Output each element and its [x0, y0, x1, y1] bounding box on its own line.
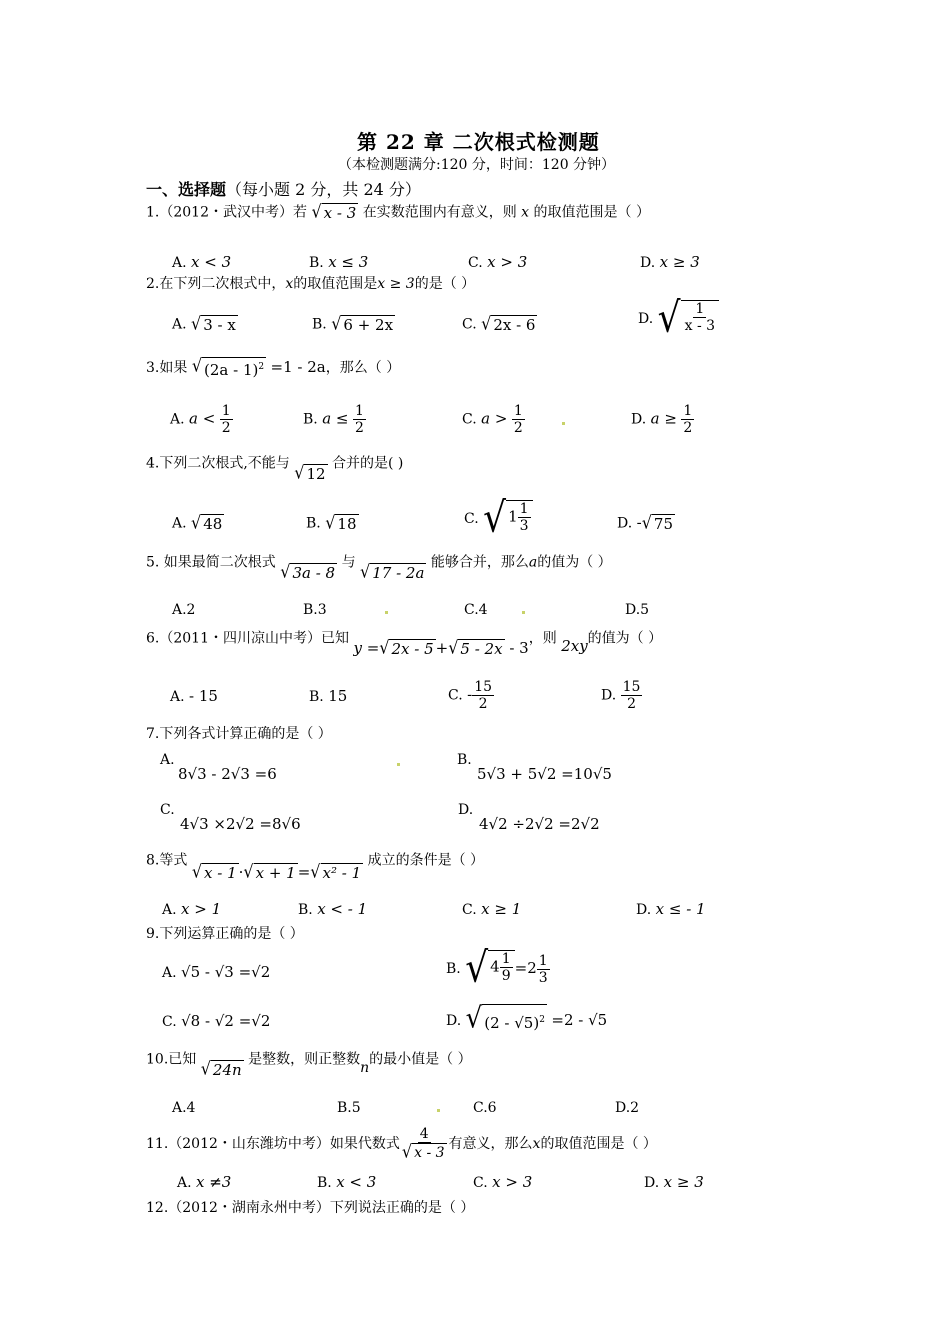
q3-d-value: a ≥ [650, 409, 677, 428]
q4-text-post: 合并的是( ) [332, 455, 404, 472]
q11-var: x [532, 1136, 541, 1152]
q5-text-post: 的值为（ ） [537, 554, 612, 571]
q9-b-den: 9 [501, 968, 511, 984]
q1-radical: √ x - 3 [311, 200, 357, 222]
q2-b-value: 6 + 2x [343, 316, 394, 334]
section-heading [146, 177, 421, 200]
q1-b-value: x ≤ 3 [328, 253, 369, 271]
q9-b-den-2: 3 [538, 969, 548, 986]
q10-text-post: 的最小值是（ ） [369, 1051, 472, 1068]
q8-a-value: x > 1 [181, 900, 222, 918]
q5-var: a [528, 554, 538, 571]
q1-d-value: x ≥ 3 [659, 253, 700, 271]
q6-text-pre: 6.（2011・四川凉山中考）已知 [146, 630, 349, 647]
q9-c-label: C. [162, 1014, 177, 1030]
q11-a-label: A. [177, 1175, 192, 1191]
q3-option-d [631, 403, 694, 436]
q3-d-label: D. [631, 411, 647, 428]
q9-b-num: 1 [501, 951, 511, 967]
q8-equals: = [297, 862, 311, 881]
q6-option-b [309, 688, 347, 705]
q4-d-value: 75 [653, 515, 674, 533]
q3-exponent: 2 [258, 362, 265, 372]
q4-c-den: 3 [519, 518, 529, 534]
page-subtitle: （本检测题满分:120 分，时间：120 分钟） [338, 157, 616, 173]
q11-b-value: x < 3 [336, 1173, 377, 1191]
q11-option-a [177, 1174, 231, 1191]
question-6: 6.（2011・四川凉山中考）已知 y = √ 2x - 5 + √ 5 - 2x - 3，则 2xy的值为（ ） [146, 630, 663, 658]
q8-radicand-2: x + 1 [255, 864, 296, 882]
q3-a-num: 1 [221, 403, 231, 419]
question-8: 8.等式 √ x - 1 · √ x + 1 = √ x² - 1 成立的条件是（ ） [146, 852, 485, 882]
q6-d-num: 15 [622, 679, 641, 695]
q3-a-label: A. [170, 411, 185, 428]
q9-d-radicand: (2 - √5) [484, 1014, 540, 1032]
q8-option-c [462, 901, 521, 918]
q2-a-value: 3 - x [203, 316, 236, 334]
q2-option-d: D. √ $\frac{1}{x - 3}$ [638, 300, 719, 338]
q1-radicand: x - 3 [323, 204, 357, 222]
q11-num: 4 [419, 1126, 429, 1142]
q6-radicand-2: 5 - 2x [460, 640, 503, 658]
q6-a-label: A. [170, 689, 185, 705]
q4-d-label: D. [617, 515, 633, 532]
q4-c-label: C. [464, 511, 479, 527]
q9-option-d: D. √ (2 - √5)$^2$ =2 - √5 [446, 1004, 607, 1038]
q2-a-label: A. [172, 316, 187, 333]
q11-option-d [644, 1174, 704, 1191]
q5-text-pre: 5. 如果最简二次根式 [146, 554, 276, 571]
q2-option-c: C. √ 2x - 6 [462, 312, 536, 334]
q10-option-c: C.6 [473, 1100, 497, 1116]
q1-option-b [309, 254, 368, 271]
q2-d-den: x - 3 [684, 318, 716, 334]
q3-b-label: B. [303, 411, 318, 428]
question-1 [146, 200, 650, 222]
question-7: 7.下列各式计算正确的是（ ） [146, 726, 332, 742]
q9-d-label: D. [446, 1013, 462, 1029]
q8-b-label: B. [298, 902, 313, 918]
q6-option-d [601, 679, 642, 712]
q2-var: x [285, 276, 294, 292]
q3-d-num: 1 [683, 403, 693, 419]
q9-a-value: √5 - √3 =√2 [181, 963, 271, 981]
q1-option-c [468, 254, 527, 271]
q8-b-value: x < - 1 [317, 900, 368, 918]
q10-radicand: 24n [212, 1061, 242, 1079]
q4-c-whole: 1 [508, 507, 518, 526]
q6-b-value: 15 [328, 687, 348, 705]
q6-c-num: 15 [474, 679, 493, 695]
q8-text-pre: 8.等式 [146, 852, 188, 869]
q5-radicand-1: 3a - 8 [292, 564, 336, 582]
question-3: 3.如果 √ (2a - 1)$^2$ =1 - 2a，那么（ ） [146, 354, 401, 379]
q9-a-label: A. [162, 965, 177, 981]
q4-d-minus: - [636, 513, 642, 532]
q6-d-label: D. [601, 687, 617, 704]
q3-a-den: 2 [221, 420, 231, 436]
q3-c-den: 2 [513, 420, 523, 436]
q3-c-label: C. [462, 411, 477, 428]
q9-option-a [162, 964, 270, 981]
q4-option-d: D. - √ 75 [617, 511, 674, 533]
q6-option-a [170, 688, 218, 705]
section-label: 一、选择题 [146, 180, 227, 199]
q4-option-a: A. √ 48 [172, 511, 223, 533]
q3-c-num: 1 [513, 403, 523, 419]
q9-c-value: √8 - √2 =√2 [181, 1012, 271, 1030]
q5-option-a: A.2 [172, 602, 196, 618]
scan-speckle [562, 422, 565, 425]
q6-tail: - 3 [509, 638, 529, 657]
q7-option-d-value: 4√2 ÷2√2 =2√2 [479, 815, 600, 833]
q2-d-num: 1 [695, 301, 705, 317]
q8-a-label: A. [162, 902, 177, 918]
q8-radicand-1: x - 1 [204, 864, 237, 882]
q10-text-mid: 是整数，则正整数 [248, 1051, 361, 1068]
q10-option-d: D.2 [615, 1100, 640, 1116]
q6-expression: 2xy [561, 636, 588, 655]
q6-plus: + [435, 638, 449, 657]
page-title: 第 22 章 二次根式检测题 [357, 130, 600, 154]
question-2 [146, 276, 475, 292]
q3-d-den: 2 [683, 420, 693, 436]
q3-option-a [170, 403, 233, 436]
q11-c-label: C. [473, 1175, 488, 1191]
q2-condition: x ≥ 3 [377, 276, 415, 292]
q1-a-label: A. [172, 255, 187, 271]
scan-speckle [385, 611, 388, 614]
q10-option-b: B.5 [337, 1100, 361, 1116]
q11-d-value: x ≥ 3 [663, 1173, 704, 1191]
q6-b-label: B. [309, 689, 324, 705]
q6-d-den: 2 [627, 696, 637, 712]
q8-option-a [162, 901, 221, 918]
q8-d-label: D. [636, 902, 652, 918]
scan-speckle [522, 611, 525, 614]
q7-option-b-label: B. [457, 752, 472, 768]
q3-radicand: (2a - 1) [204, 361, 259, 379]
q2-c-label: C. [462, 316, 477, 333]
question-5: 5. 如果最简二次根式 √ 3a - 8 与 √ 17 - 2a 能够合并，那么a的值为（ ） [146, 554, 612, 582]
q8-c-value: x ≥ 1 [481, 900, 522, 918]
q2-option-b: B. √ 6 + 2x [312, 312, 394, 334]
q6-c-minus: - [467, 685, 473, 704]
q7-option-c-label: C. [160, 802, 175, 818]
q8-option-b [298, 901, 367, 918]
question-9: 9.下列运算正确的是（ ） [146, 926, 304, 942]
q3-b-num: 1 [354, 403, 364, 419]
q1-text-pre: 1.（2012・武汉中考）若 [146, 204, 307, 221]
q5-option-b: B.3 [303, 602, 327, 618]
section-note: （每小题 2 分，共 24 分） [226, 180, 421, 199]
q11-option-b [317, 1174, 376, 1191]
q2-c-value: 2x - 6 [493, 316, 536, 334]
q9-b-label: B. [446, 961, 461, 977]
q3-b-value: a ≤ [322, 409, 349, 428]
q6-c-label: C. [448, 687, 463, 704]
q7-option-a-label: A. [160, 752, 175, 768]
q11-d-label: D. [644, 1175, 660, 1191]
q11-a-value: x ≠3 [196, 1173, 232, 1191]
q2-text-mid: 的取值范围是 [293, 276, 378, 292]
q1-c-value: x > 3 [487, 253, 528, 271]
q9-d-exponent: 2 [539, 1015, 545, 1025]
q1-option-a [172, 254, 231, 271]
q5-option-d: D.5 [625, 602, 650, 618]
q4-text-pre: 4.下列二次根式,不能与 [146, 455, 290, 472]
q11-option-c [473, 1174, 532, 1191]
q11-text-pre: 11.（2012・山东潍坊中考）如果代数式 [146, 1136, 400, 1152]
q11-c-value: x > 3 [492, 1173, 533, 1191]
q5-option-c: C.4 [464, 602, 488, 618]
q2-text-pre: 2.在下列二次根式中， [146, 276, 286, 292]
q9-option-b: B. √ 4 $\frac{1}{9}$ =2 $\frac{1}{3}$ [446, 944, 548, 992]
q8-option-d [636, 901, 706, 918]
q1-c-label: C. [468, 255, 483, 271]
q10-option-a: A.4 [172, 1100, 196, 1116]
q10-text-pre: 10.已知 [146, 1051, 197, 1068]
q1-text-post: 的取值范围是（ ） [533, 204, 650, 221]
q2-option-a: A. √ 3 - x [172, 312, 236, 334]
q4-b-value: 18 [337, 515, 357, 533]
q1-text-mid: 在实数范围内有意义，则 [362, 204, 517, 221]
q6-option-c [448, 679, 494, 712]
question-12: 12.（2012・湖南永州中考）下列说法正确的是（ ） [146, 1200, 475, 1216]
q7-option-a-value: 8√3 - 2√3 =6 [178, 765, 277, 783]
q8-text-post: 成立的条件是（ ） [367, 852, 485, 869]
q6-radicand-1: 2x - 5 [391, 640, 434, 658]
q1-var: x [521, 204, 530, 221]
q4-c-num: 1 [519, 501, 529, 517]
q9-b-num-2: 1 [538, 952, 548, 969]
q8-d-value: x ≤ - 1 [655, 900, 706, 918]
q2-b-label: B. [312, 316, 327, 333]
q6-c-den: 2 [478, 696, 488, 712]
q4-radicand: 12 [306, 465, 326, 483]
q3-option-c [462, 403, 525, 436]
q3-rhs: =1 - 2a [270, 358, 326, 376]
q4-option-b: B. √ 18 [306, 511, 357, 533]
q1-d-label: D. [640, 255, 656, 271]
q3-a-value: a < [189, 409, 216, 428]
q11-b-label: B. [317, 1175, 332, 1191]
q5-text-and: 与 [341, 554, 356, 571]
q8-dot: · [238, 862, 244, 881]
q9-d-rhs: =2 - √5 [551, 1011, 608, 1029]
q6-text-post: 的值为（ ） [587, 630, 663, 647]
scan-speckle [437, 1109, 440, 1112]
question-10: 10.已知 √ 24n 是整数，则正整数n的最小值是（ ） [146, 1051, 472, 1079]
q1-b-label: B. [309, 255, 324, 271]
q3-text-post: ，那么（ ） [325, 360, 401, 376]
q11-text-mid: 有意义，那么 [448, 1136, 533, 1152]
q1-option-d [640, 254, 700, 271]
q4-b-label: B. [306, 515, 321, 532]
q3-c-value: a > [481, 409, 508, 428]
q3-text-pre: 3.如果 [146, 360, 188, 376]
q3-b-den: 2 [354, 420, 364, 436]
q10-var: n [360, 1059, 370, 1076]
q9-option-c [162, 1013, 270, 1030]
q6-a-value: - 15 [189, 687, 218, 705]
q4-option-c: C. √ 1 $\frac{1}{3}$ [464, 500, 533, 538]
q5-text-mid: 能够合并，那么 [430, 554, 529, 571]
q2-d-label: D. [638, 311, 654, 327]
q7-option-c-value: 4√3 ×2√2 =8√6 [180, 815, 301, 833]
q6-eq-lhs: y = [353, 638, 380, 657]
q5-radicand-2: 17 - 2a [372, 564, 425, 582]
question-11: 11.（2012・山东潍坊中考）如果代数式 4 √ x - 3 有意义，那么x的取值范围是（ ） [146, 1126, 657, 1162]
q2-text-post: 的是（ ） [414, 276, 476, 292]
q4-a-label: A. [172, 515, 187, 532]
q3-option-b [303, 403, 366, 436]
scan-speckle [397, 763, 400, 766]
q4-a-value: 48 [203, 515, 223, 533]
q11-den-radicand: x - 3 [414, 1145, 445, 1161]
q11-text-post: 的取值范围是（ ） [540, 1136, 657, 1152]
q9-b-whole: 4 [490, 957, 500, 976]
q6-text-mid: ，则 [528, 630, 557, 647]
q7-option-d-label: D. [458, 802, 474, 818]
q8-radicand-3: x² - 1 [322, 864, 362, 882]
q7-option-b-value: 5√3 + 5√2 =10√5 [477, 765, 612, 783]
q1-a-value: x < 3 [191, 253, 232, 271]
q9-b-equals: =2 [514, 959, 537, 977]
q8-c-label: C. [462, 902, 477, 918]
question-4: 4.下列二次根式,不能与 √ 12 合并的是( ) [146, 455, 404, 483]
